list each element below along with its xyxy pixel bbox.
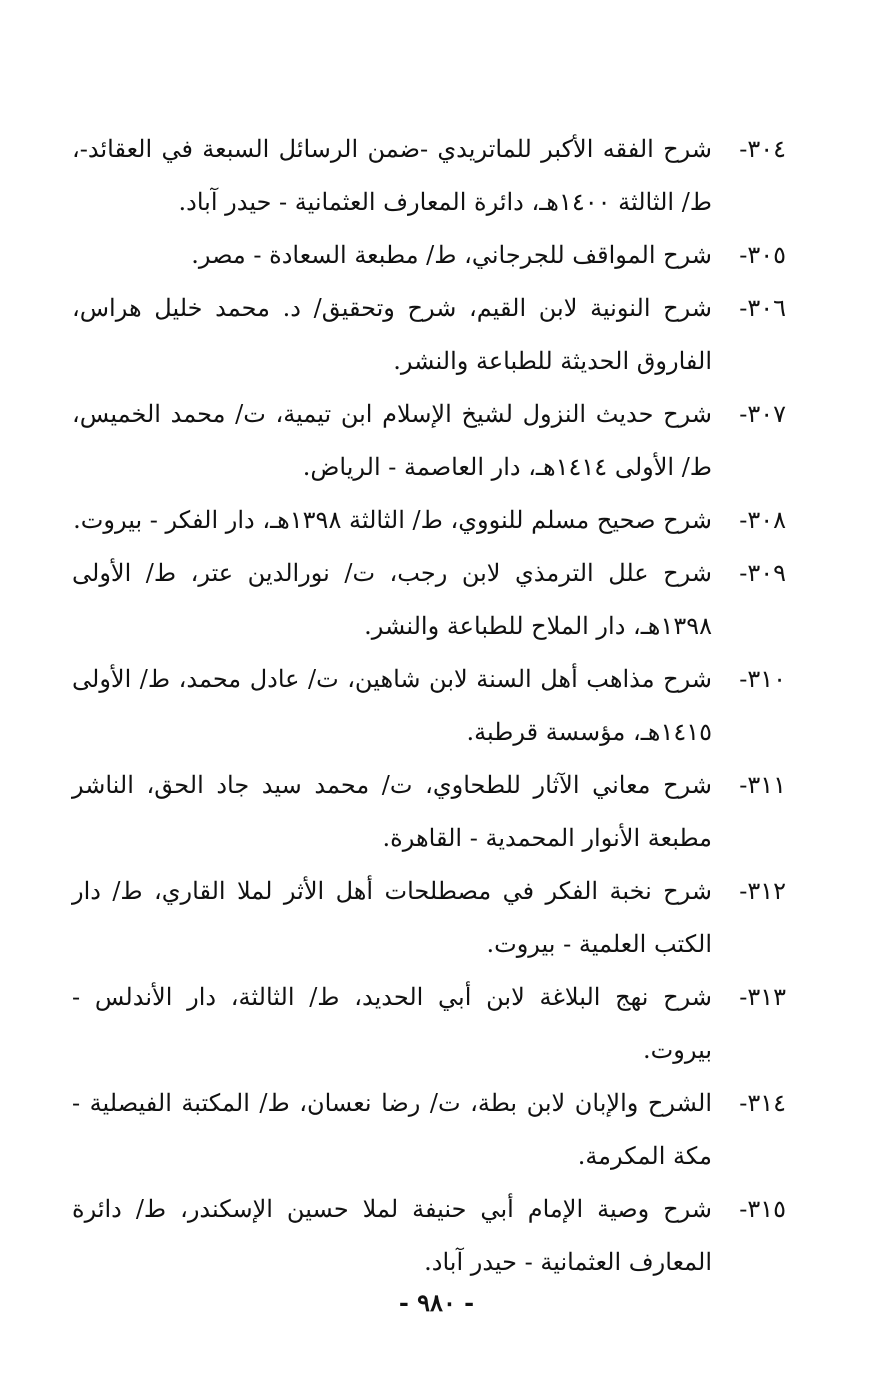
entry-number: ٣١١- — [739, 771, 786, 799]
entry-number: ٣٠٧- — [739, 400, 786, 428]
entry-number: ٣٠٥- — [739, 241, 786, 269]
entry-number: ٣١٣- — [739, 983, 786, 1011]
entry-number: ٣٠٩- — [739, 559, 786, 587]
bibliography-entry — [72, 1077, 786, 1183]
bibliography-entry — [72, 1183, 786, 1289]
bibliography-entry — [72, 388, 786, 494]
bibliography-entry — [72, 865, 786, 971]
page-number: - ٩٨٠ - — [398, 1288, 475, 1317]
entry-number: ٣١٥- — [739, 1195, 786, 1223]
entry-text: شرح معاني الآثار للطحاوي، ت/ محمد سيد جاد الحق، الناشر مطبعة الأنوار المحمدية - القاهرة. — [72, 771, 712, 852]
entry-number: ٣١٠- — [739, 665, 786, 693]
entry-text: شرح الفقه الأكبر للماتريدي -ضمن الرسائل السبعة في العقائد-، ط/ الثالثة ١٤٠٠هـ، دائرة المعارف العثمانية - حيدر آباد. — [72, 135, 712, 216]
entry-number: ٣٠٨- — [739, 506, 786, 534]
entry-text: شرح صحيح مسلم للنووي، ط/ الثالثة ١٣٩٨هـ، دار الفكر - بيروت. — [73, 506, 712, 534]
entry-number: ٣١٢- — [739, 877, 786, 905]
bibliography-list — [72, 123, 786, 1289]
entry-text: الشرح والإبان لابن بطة، ت/ رضا نعسان، ط/ المكتبة الفيصلية - مكة المكرمة. — [72, 1089, 712, 1170]
entry-text: شرح وصية الإمام أبي حنيفة لملا حسين الإسكندر، ط/ دائرة المعارف العثمانية - حيدر آباد. — [72, 1195, 712, 1276]
entry-text: شرح نهج البلاغة لابن أبي الحديد، ط/ الثالثة، دار الأندلس - بيروت. — [72, 983, 712, 1064]
bibliography-entry — [72, 282, 786, 388]
bibliography-entry — [72, 123, 786, 229]
entry-text: شرح حديث النزول لشيخ الإسلام ابن تيمية، ت/ محمد الخميس، ط/ الأولى ١٤١٤هـ، دار العاصمة - الرياض. — [72, 400, 712, 481]
entry-text: شرح مذاهب أهل السنة لابن شاهين، ت/ عادل محمد، ط/ الأولى ١٤١٥هـ، مؤسسة قرطبة. — [72, 665, 712, 746]
entry-number: ٣٠٦- — [739, 294, 786, 322]
bibliography-entry — [72, 653, 786, 759]
bibliography-entry — [72, 971, 786, 1077]
entry-number: ٣١٤- — [739, 1089, 786, 1117]
bibliography-entry — [72, 494, 786, 547]
entry-text: شرح النونية لابن القيم، شرح وتحقيق/ د. محمد خليل هراس، الفاروق الحديثة للطباعة والنشر. — [72, 294, 712, 375]
bibliography-entry — [72, 229, 786, 282]
entry-number: ٣٠٤- — [739, 135, 786, 163]
entry-text: شرح نخبة الفكر في مصطلحات أهل الأثر لملا القاري، ط/ دار الكتب العلمية - بيروت. — [72, 877, 712, 958]
entry-text: شرح علل الترمذي لابن رجب، ت/ نورالدين عتر، ط/ الأولى ١٣٩٨هـ، دار الملاح للطباعة والنشر. — [72, 559, 712, 640]
entry-text: شرح المواقف للجرجاني، ط/ مطبعة السعادة - مصر. — [191, 241, 712, 269]
bibliography-entry — [72, 547, 786, 653]
bibliography-entry — [72, 759, 786, 865]
